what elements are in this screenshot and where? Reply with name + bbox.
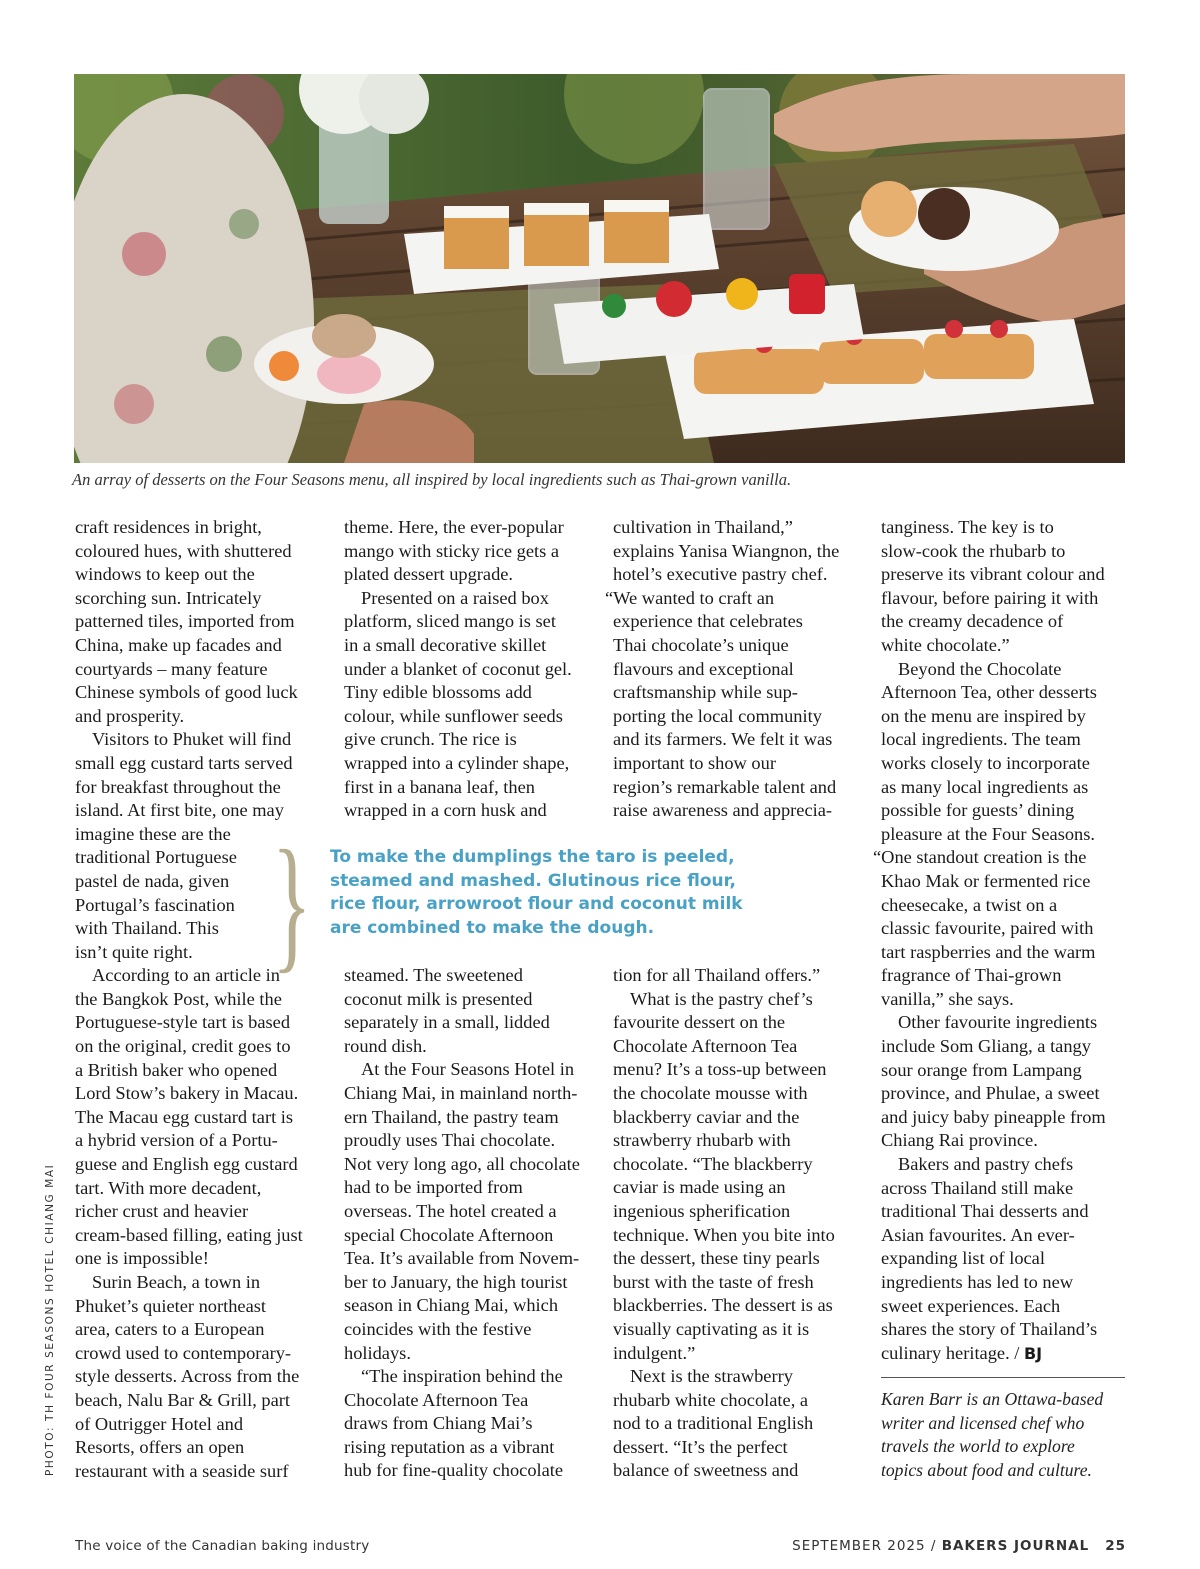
- text-line: cultivation in Thailand,”: [613, 517, 793, 537]
- paragraph: [605, 516, 863, 823]
- article-column-1: [75, 516, 325, 1483]
- text-line: burst with the taste of fresh: [613, 1271, 814, 1292]
- magazine-name: BAKERS JOURNAL: [941, 1538, 1090, 1554]
- text-line: fragrance of Thai-grown: [881, 965, 1062, 986]
- text-line: one is impossible!: [75, 1248, 209, 1269]
- text-line: Tiny edible blossoms add: [344, 682, 532, 703]
- text-line: explains Yanisa Wiangnon, the: [613, 540, 840, 561]
- text-line: beach, Nalu Bar & Grill, part: [75, 1389, 290, 1410]
- text-line: wrapped in a corn husk and: [344, 800, 547, 821]
- text-line: [881, 1342, 1131, 1366]
- text-line: separately in a small, lidded: [344, 1012, 550, 1033]
- text-line: give crunch. The rice is: [344, 729, 517, 750]
- text-line: overseas. The hotel created a: [344, 1200, 557, 1221]
- text-line: possible for guests’ dining: [881, 800, 1075, 821]
- text-line: patterned tiles, imported from: [75, 611, 295, 632]
- text-line: caviar is made using an: [613, 1177, 786, 1198]
- text-line: craft residences in bright,: [75, 517, 262, 537]
- article-column-4: [873, 516, 1131, 1365]
- text-line: Phuket’s quieter northeast: [75, 1295, 267, 1316]
- paragraph: [613, 988, 863, 1366]
- text-line: and prosperity.: [75, 705, 185, 726]
- text-line: Chocolate Afternoon Tea: [344, 1389, 529, 1410]
- text-line: Asian favourites. An ever-: [881, 1224, 1075, 1245]
- bio-divider: [881, 1377, 1125, 1378]
- brace-ornament: }: [272, 820, 312, 986]
- text-line: ingenious spherification: [613, 1200, 791, 1221]
- paragraph: [613, 964, 863, 988]
- text-line: white chocolate.”: [881, 634, 1010, 655]
- text-line: expanding list of local: [881, 1248, 1045, 1269]
- text-line: Khao Mak or fermented rice: [881, 870, 1091, 891]
- text-line: style desserts. Across from the: [75, 1366, 300, 1387]
- text-line: Portugal’s fascination: [75, 894, 235, 915]
- text-line: draws from Chiang Mai’s: [344, 1413, 533, 1434]
- text-line: “We wanted to craft an: [605, 587, 775, 608]
- text-line: richer crust and heavier: [75, 1201, 249, 1222]
- text-line: Next is the strawberry: [630, 1366, 793, 1387]
- text-line: rhubarb white chocolate, a: [613, 1389, 809, 1410]
- footer-tagline: The voice of the Canadian baking industry: [75, 1538, 370, 1554]
- text-line: on the original, credit goes to: [75, 1036, 291, 1057]
- pull-quote-line: To make the dumplings the taro is peeled,: [330, 847, 735, 867]
- paragraph: [75, 964, 325, 1271]
- text-line: strawberry rhubarb with: [613, 1130, 791, 1151]
- text-line: technique. When you bite into: [613, 1224, 835, 1245]
- text-line: menu? It’s a toss-up between: [613, 1059, 827, 1080]
- text-line: crowd used to contemporary-: [75, 1342, 292, 1363]
- text-line: Bakers and pastry chefs: [898, 1154, 1074, 1175]
- text-line: mango with sticky rice gets a: [344, 540, 560, 561]
- text-line: rising reputation as a vibrant: [344, 1436, 555, 1457]
- text-line: indulgent.”: [613, 1342, 696, 1363]
- pull-quote-line: are combined to make the dough.: [330, 917, 655, 938]
- paragraph: [881, 516, 1131, 658]
- text-line: vanilla,” she says.: [881, 988, 1014, 1009]
- text-line: raise awareness and apprecia-: [613, 800, 833, 821]
- text-line: important to show our: [613, 752, 776, 773]
- text-line: Chiang Rai province.: [881, 1130, 1038, 1151]
- text-line: area, caters to a European: [75, 1319, 265, 1340]
- text-line: ingredients has led to new: [881, 1272, 1074, 1292]
- text-line: steamed. The sweetened: [344, 965, 523, 985]
- paragraph: [344, 1058, 594, 1365]
- text-line: favourite dessert on the: [613, 1012, 786, 1033]
- paragraph: [75, 516, 325, 728]
- text-line: the creamy decadence of: [881, 611, 1064, 632]
- signoff-mark: BJ: [1023, 1343, 1043, 1363]
- text-line: scorching sun. Intricately: [75, 587, 262, 608]
- article-column-2-top: [344, 516, 594, 823]
- text-line: cheesecake, a twist on a: [881, 894, 1058, 915]
- text-line: Presented on a raised box: [361, 587, 549, 608]
- desserts-photo: [74, 74, 1125, 463]
- text-line: tion for all Thailand offers.”: [613, 965, 821, 985]
- text-line: tart. With more decadent,: [75, 1177, 262, 1198]
- footer-issue: [792, 1538, 1126, 1554]
- article-column-3-bottom: [613, 964, 863, 1483]
- text-line: writer and licensed chef who: [881, 1412, 1085, 1433]
- text-line: as many local ingredients as: [881, 776, 1089, 797]
- text-line: China, make up facades and: [75, 634, 282, 655]
- text-line: and its farmers. We felt it was: [613, 729, 833, 750]
- paragraph: [881, 1011, 1131, 1153]
- text-line: include Som Gliang, a tangy: [881, 1036, 1091, 1057]
- text-line: round dish.: [344, 1035, 427, 1056]
- text-line: the chocolate mousse with: [613, 1082, 808, 1103]
- text-line: isn’t quite right.: [75, 941, 193, 962]
- paragraph: [873, 658, 1131, 1012]
- text-line: on the menu are inspired by: [881, 705, 1086, 726]
- text-line: and juicy baby pineapple from: [881, 1106, 1106, 1127]
- text-line: Chinese symbols of good luck: [75, 682, 298, 703]
- text-line: coloured hues, with shuttered: [75, 540, 292, 561]
- text-line: Resorts, offers an open: [75, 1437, 245, 1458]
- paragraph: [344, 1365, 594, 1483]
- page-number: 25: [1105, 1538, 1126, 1554]
- text-line: courtyards – many feature: [75, 658, 268, 679]
- text-line: visually captivating as it is: [613, 1318, 810, 1339]
- text-line: The Macau egg custard tart is: [75, 1106, 294, 1127]
- text-line: works closely to incorporate: [881, 752, 1090, 773]
- text-line: imagine these are the: [75, 823, 231, 844]
- photo-credit: PHOTO: TH FOUR SEASONS HOTEL CHIANG MAI: [44, 1163, 56, 1476]
- text-line: with Thailand. This: [75, 918, 219, 939]
- text-line: theme. Here, the ever-popular: [344, 517, 564, 537]
- text-line: province, and Phulae, a sweet: [881, 1083, 1100, 1104]
- text-line: “One standout creation is the: [873, 847, 1087, 868]
- text-line: porting the local community: [613, 705, 822, 726]
- text-line: small egg custard tarts served: [75, 752, 293, 773]
- text-line: had to be imported from: [344, 1177, 523, 1198]
- text-line: sour orange from Lampang: [881, 1059, 1082, 1080]
- text-line: flavour, before pairing it with: [881, 587, 1099, 608]
- text-line: Afternoon Tea, other desserts: [881, 682, 1097, 703]
- text-line: slow-cook the rhubarb to: [881, 540, 1066, 561]
- text-line: the Bangkok Post, while the: [75, 988, 282, 1009]
- text-line: island. At first bite, one may: [75, 800, 284, 821]
- text-line: ern Thailand, the pastry team: [344, 1106, 559, 1127]
- text-line: colour, while sunflower seeds: [344, 705, 563, 726]
- text-line: tanginess. The key is to: [881, 517, 1054, 537]
- text-line: Thai chocolate’s unique: [613, 634, 789, 655]
- text-line: first in a banana leaf, then: [344, 776, 535, 797]
- text-line: Not very long ago, all chocolate: [344, 1153, 580, 1174]
- text-line: for breakfast throughout the: [75, 776, 281, 797]
- text-line: Tea. It’s available from Novem-: [344, 1248, 580, 1269]
- text-line: holidays.: [344, 1342, 411, 1363]
- text-line: in a small decorative skillet: [344, 634, 547, 655]
- text-line: special Chocolate Afternoon: [344, 1224, 554, 1245]
- text-line: What is the pastry chef’s: [630, 988, 813, 1009]
- text-line: region’s remarkable talent and: [613, 776, 837, 797]
- text-line: Lord Stow’s bakery in Macau.: [75, 1083, 299, 1104]
- text-line: Portuguese-style tart is based: [75, 1012, 291, 1033]
- paragraph: [613, 1365, 863, 1483]
- text-line: restaurant with a seaside surf: [75, 1460, 289, 1481]
- text-line: “The inspiration behind the: [361, 1366, 563, 1387]
- text-line: classic favourite, paired with: [881, 918, 1094, 939]
- text-line: under a blanket of coconut gel.: [344, 658, 572, 679]
- text-line: topics about food and culture.: [881, 1459, 1092, 1480]
- text-line: craftsmanship while sup-: [613, 682, 798, 703]
- text-line: a hybrid version of a Portu-: [75, 1130, 278, 1151]
- text-line: season in Chiang Mai, which: [344, 1295, 559, 1316]
- text-line: tart raspberries and the warm: [881, 941, 1096, 962]
- text-line: balance of sweetness and: [613, 1460, 799, 1481]
- desserts-photo-illustration: [74, 74, 1125, 463]
- text-line: travels the world to explore: [881, 1436, 1075, 1457]
- text-line: guese and English egg custard: [75, 1154, 298, 1175]
- text-line: experience that celebrates: [613, 611, 803, 632]
- text-line: Surin Beach, a town in: [92, 1272, 261, 1292]
- text-line: ber to January, the high tourist: [344, 1271, 568, 1292]
- text-line: plated dessert upgrade.: [344, 564, 514, 585]
- text-line: chocolate. “The blackberry: [613, 1153, 813, 1174]
- text-line: traditional Portuguese: [75, 847, 237, 868]
- text-line: Other favourite ingredients: [898, 1012, 1098, 1033]
- text-line: blackberry caviar and the: [613, 1106, 800, 1127]
- text-line: Chocolate Afternoon Tea: [613, 1035, 798, 1056]
- text-line: cream-based filling, eating just: [75, 1224, 303, 1245]
- paragraph: [344, 516, 594, 587]
- photo-caption: An array of desserts on the Four Seasons menu, all inspired by local ingredients such as Thai-grown vanilla.: [72, 470, 792, 489]
- text-line: across Thailand still make: [881, 1177, 1074, 1198]
- text-line: a British baker who opened: [75, 1059, 278, 1080]
- article-column-2-bottom: [344, 964, 594, 1483]
- text-line: hotel’s executive pastry chef.: [613, 564, 828, 585]
- paragraph: [344, 964, 594, 1058]
- paragraph: [881, 1153, 1131, 1365]
- text-line: According to an article in: [92, 965, 280, 986]
- text-line: hub for fine-quality chocolate: [344, 1460, 564, 1481]
- text-line: shares the story of Thailand’s: [881, 1319, 1098, 1340]
- author-bio: [881, 1388, 1131, 1482]
- article-column-3-top: [605, 516, 863, 823]
- text-line: local ingredients. The team: [881, 729, 1081, 750]
- text-line: preserve its vibrant colour and: [881, 564, 1105, 585]
- paragraph: [75, 1271, 325, 1483]
- pull-quote: [330, 846, 800, 940]
- text-line: Beyond the Chocolate: [898, 658, 1062, 679]
- text-line: proudly uses Thai chocolate.: [344, 1130, 556, 1151]
- paragraph: [344, 587, 594, 823]
- text-line: coincides with the festive: [344, 1318, 532, 1339]
- text-line: the dessert, these tiny pearls: [613, 1248, 820, 1269]
- pull-quote-line: steamed and mashed. Glutinous rice flour,: [330, 870, 736, 891]
- text-line: Chiang Mai, in mainland north-: [344, 1082, 578, 1103]
- text-fragment: culinary heritage. /: [881, 1342, 1024, 1363]
- text-line: At the Four Seasons Hotel in: [361, 1059, 575, 1080]
- text-line: Visitors to Phuket will find: [92, 729, 292, 750]
- text-line: pleasure at the Four Seasons.: [881, 823, 1095, 844]
- text-line: traditional Thai desserts and: [881, 1201, 1089, 1222]
- pull-quote-line: rice flour, arrowroot flour and coconut milk: [330, 894, 743, 914]
- text-line: platform, sliced mango is set: [344, 611, 556, 632]
- text-line: nod to a traditional English: [613, 1413, 814, 1434]
- text-line: coconut milk is presented: [344, 988, 533, 1009]
- text-line: Karen Barr is an Ottawa-based: [881, 1389, 1104, 1409]
- text-line: blackberries. The dessert is as: [613, 1295, 833, 1316]
- text-line: windows to keep out the: [75, 564, 255, 585]
- text-line: dessert. “It’s the perfect: [613, 1436, 788, 1457]
- text-line: flavours and exceptional: [613, 658, 794, 679]
- text-line: sweet experiences. Each: [881, 1295, 1061, 1316]
- text-line: wrapped into a cylinder shape,: [344, 752, 570, 773]
- issue-date: SEPTEMBER 2025 /: [792, 1538, 942, 1554]
- text-line: pastel de nada, given: [75, 870, 230, 891]
- text-line: of Outrigger Hotel and: [75, 1413, 244, 1434]
